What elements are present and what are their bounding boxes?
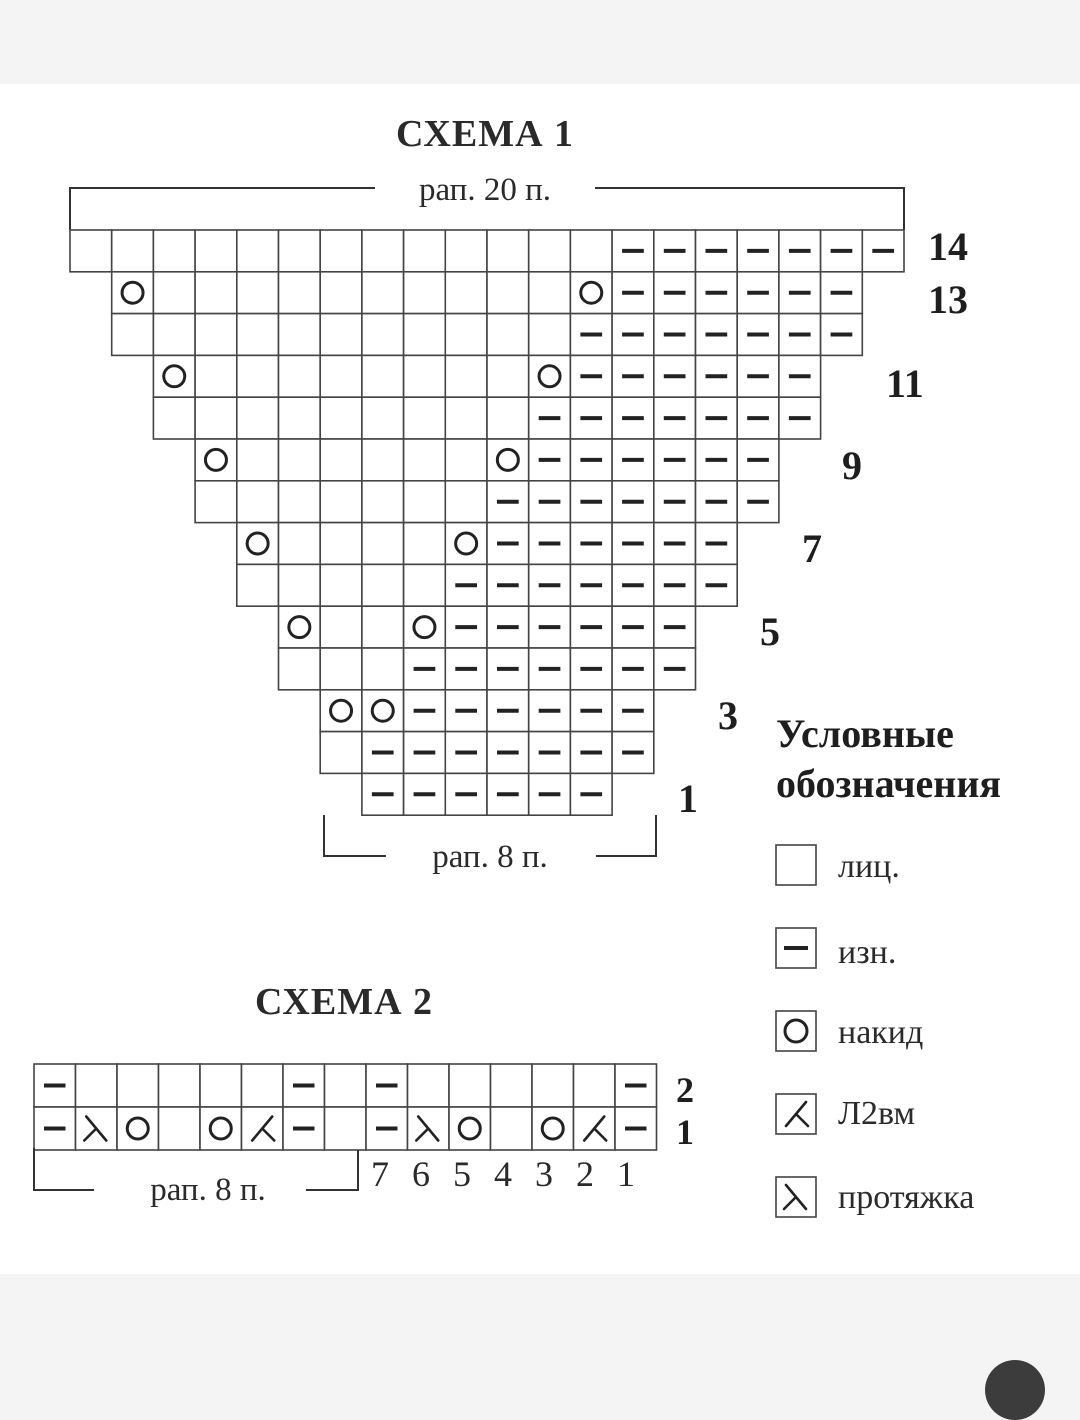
chart-cell — [445, 314, 487, 356]
chart-cell-purl — [529, 523, 571, 565]
chart-cell-purl — [529, 690, 571, 732]
chart-cell-purl — [570, 523, 612, 565]
chart-cell-purl — [404, 690, 446, 732]
chart-cell — [362, 648, 404, 690]
chart-cell-purl — [404, 648, 446, 690]
chart-cell-yarn-over — [153, 355, 195, 397]
scheme2-repeat-label: рап. 8 п. — [150, 1172, 266, 1208]
chart-cell-purl — [570, 314, 612, 356]
chart-cell — [362, 523, 404, 565]
chart-cell-purl — [529, 439, 571, 481]
chart-cell-purl — [570, 564, 612, 606]
scheme2-row-number: 1 — [676, 1112, 694, 1152]
chart-cell-purl — [445, 606, 487, 648]
chart-cell — [404, 272, 446, 314]
chart-cell-purl — [612, 564, 654, 606]
chart-cell-purl — [654, 523, 696, 565]
dash-icon — [776, 928, 816, 968]
chart-cell — [320, 481, 362, 523]
chart-cell — [153, 272, 195, 314]
chart-cell-purl — [737, 230, 779, 272]
scheme2-column-number: 5 — [453, 1154, 471, 1194]
chart-cell — [362, 564, 404, 606]
chart-cell-purl — [737, 397, 779, 439]
chart-cell-purl — [654, 564, 696, 606]
chart-cell-purl — [612, 523, 654, 565]
chart-cell — [76, 1064, 118, 1107]
chart-cell-purl — [696, 355, 738, 397]
scheme1-top-repeat-label: рап. 20 п. — [418, 172, 552, 208]
chart-cell — [404, 523, 446, 565]
chart-cell — [195, 230, 237, 272]
chart-cell-yarn-over — [320, 690, 362, 732]
chart-cell-purl — [696, 439, 738, 481]
chart-cell — [487, 272, 529, 314]
chart-cell-purl — [696, 397, 738, 439]
chart-cell — [362, 314, 404, 356]
chart-cell-pass-over — [76, 1107, 118, 1150]
chart-cell — [195, 272, 237, 314]
chart-cell-purl — [612, 732, 654, 774]
chart-cell-purl — [654, 272, 696, 314]
chart-cell — [529, 272, 571, 314]
chart-cell — [574, 1064, 616, 1107]
chart-cell-yarn-over — [112, 272, 154, 314]
chart-cell — [237, 439, 279, 481]
chart-cell-yarn-over — [532, 1107, 574, 1150]
chart-cell-purl — [654, 397, 696, 439]
chart-cell — [362, 272, 404, 314]
legend-label: лиц. — [838, 848, 900, 885]
chart-cell-purl — [570, 732, 612, 774]
chart-cell — [279, 481, 321, 523]
scheme2-column-number: 6 — [412, 1154, 430, 1194]
chart-cell-yarn-over — [200, 1107, 242, 1150]
chart-cell-yarn-over — [117, 1107, 159, 1150]
chart-cell — [279, 523, 321, 565]
chart-cell — [153, 397, 195, 439]
chart-cell — [362, 230, 404, 272]
chart-cell — [491, 1107, 533, 1150]
chart-cell-purl — [529, 773, 571, 815]
chart-cell — [159, 1064, 201, 1107]
chart-cell-purl — [821, 314, 863, 356]
chart-cell-purl — [821, 272, 863, 314]
legend-label: Л2вм — [838, 1095, 916, 1132]
legend-item-purl — [776, 928, 896, 971]
chart-cell-purl — [487, 481, 529, 523]
chart-cell-purl — [612, 314, 654, 356]
chart-cell-purl — [612, 648, 654, 690]
chart-cell — [529, 230, 571, 272]
chart-cell-purl — [779, 230, 821, 272]
chart-cell-purl — [570, 355, 612, 397]
chart-cell-purl — [737, 272, 779, 314]
legend-item-knit — [776, 845, 900, 885]
legend-label: изн. — [838, 934, 897, 971]
chart-cell-purl — [445, 773, 487, 815]
chart-cell-purl — [612, 230, 654, 272]
chart-cell-purl — [612, 272, 654, 314]
chart-cell-purl — [737, 314, 779, 356]
chart-cell-purl — [487, 773, 529, 815]
chart-cell — [320, 648, 362, 690]
chart-cell-purl — [570, 690, 612, 732]
chart-cell — [362, 606, 404, 648]
scheme1-row-number: 7 — [802, 526, 822, 571]
chart-cell-purl — [612, 690, 654, 732]
scheme1-row-number: 5 — [760, 609, 780, 654]
chart-cell-purl — [821, 230, 863, 272]
chart-cell — [320, 732, 362, 774]
chart-cell — [362, 355, 404, 397]
scheme2-column-number: 2 — [576, 1154, 594, 1194]
chart-cell — [279, 272, 321, 314]
chart-cell — [237, 230, 279, 272]
chart-cell-yarn-over — [279, 606, 321, 648]
chart-cell-purl — [612, 355, 654, 397]
chart-cell — [70, 230, 112, 272]
chart-cell — [320, 564, 362, 606]
chart-cell-purl — [779, 355, 821, 397]
chart-cell-purl — [362, 773, 404, 815]
chart-cell — [195, 397, 237, 439]
chart-cell-purl — [612, 481, 654, 523]
chart-cell — [445, 355, 487, 397]
scheme2-column-number: 1 — [617, 1154, 635, 1194]
scheme1-row-number: 9 — [842, 443, 862, 488]
left-decrease-icon — [776, 1094, 816, 1134]
chart-cell — [487, 355, 529, 397]
chart-cell-purl — [570, 397, 612, 439]
chart-cell — [279, 564, 321, 606]
chart-cell — [195, 314, 237, 356]
chart-cell-purl — [779, 314, 821, 356]
chart-cell-purl — [529, 606, 571, 648]
chart-cell-purl — [654, 355, 696, 397]
chart-cell — [404, 439, 446, 481]
legend-item-left-decrease — [776, 1094, 915, 1134]
chart-cell-left-decrease — [574, 1107, 616, 1150]
chart-cell — [325, 1107, 367, 1150]
chart-cell — [408, 1064, 450, 1107]
chart-cell-purl — [654, 314, 696, 356]
chart-cell — [404, 314, 446, 356]
chart-cell-purl — [487, 732, 529, 774]
chart-cell — [279, 397, 321, 439]
scheme1-title: СХЕМА 1 — [395, 113, 575, 155]
chart-cell — [320, 439, 362, 481]
chart-cell-purl — [654, 439, 696, 481]
scheme1-bottom-repeat-label: рап. 8 п. — [432, 839, 548, 875]
chart-cell — [112, 314, 154, 356]
chart-cell-purl — [366, 1064, 408, 1107]
chart-cell-purl — [529, 564, 571, 606]
chart-cell — [159, 1107, 201, 1150]
chart-cell — [362, 397, 404, 439]
chart-cell-purl — [570, 606, 612, 648]
chart-cell — [153, 314, 195, 356]
chart-cell — [404, 481, 446, 523]
chart-cell-purl — [366, 1107, 408, 1150]
chart-cell — [237, 355, 279, 397]
chart-cell-purl — [615, 1107, 657, 1150]
chart-cell-left-decrease — [242, 1107, 284, 1150]
chart-cell — [237, 564, 279, 606]
chart-cell — [445, 439, 487, 481]
chart-cell — [320, 314, 362, 356]
chart-cell — [320, 397, 362, 439]
chart-cell-purl — [404, 732, 446, 774]
chart-cell — [112, 230, 154, 272]
chart-cell — [237, 481, 279, 523]
chart-cell-yarn-over — [237, 523, 279, 565]
chart-cell — [404, 355, 446, 397]
chart-cell-purl — [487, 690, 529, 732]
scheme2-row-number: 2 — [676, 1070, 694, 1110]
chart-cell-purl — [654, 606, 696, 648]
chart-cell — [195, 481, 237, 523]
chart-cell-purl — [283, 1107, 325, 1150]
scheme2-column-number: 3 — [535, 1154, 553, 1194]
circle-icon — [776, 1011, 816, 1051]
chart-cell-purl — [615, 1064, 657, 1107]
chart-cell — [449, 1064, 491, 1107]
scheme1-row-number: 11 — [886, 361, 924, 406]
chart-cell-purl — [362, 732, 404, 774]
chart-cell — [570, 230, 612, 272]
chart-cell-purl — [696, 481, 738, 523]
chart-cell — [320, 272, 362, 314]
chart-cell — [320, 230, 362, 272]
scheme1-row-number: 3 — [718, 693, 738, 738]
chart-cell-purl — [779, 272, 821, 314]
legend-heading-line2: обозначения — [776, 761, 1002, 806]
chart-cell-purl — [487, 523, 529, 565]
scheme1-row-number: 1 — [678, 776, 698, 821]
chart-cell-pass-over — [408, 1107, 450, 1150]
legend-heading-line1: Условные — [776, 711, 954, 756]
chart-cell-purl — [654, 648, 696, 690]
chart-cell-purl — [612, 439, 654, 481]
chart-cell-yarn-over — [487, 439, 529, 481]
scheme2-column-number: 4 — [494, 1154, 512, 1194]
chart-cell-yarn-over — [570, 272, 612, 314]
chart-cell-purl — [612, 606, 654, 648]
chart-cell — [487, 397, 529, 439]
chart-cell — [279, 648, 321, 690]
chart-cell — [445, 397, 487, 439]
chart-cell-purl — [487, 606, 529, 648]
legend-label: протяжка — [838, 1179, 975, 1216]
chart-cell-purl — [654, 230, 696, 272]
chart-cell — [279, 314, 321, 356]
chart-cell — [279, 230, 321, 272]
scheme2-grid — [34, 1064, 657, 1150]
scheme1-row-number: 14 — [928, 224, 968, 269]
chart-cell-purl — [487, 648, 529, 690]
chart-cell-purl — [737, 481, 779, 523]
chart-cell — [529, 314, 571, 356]
chart-cell-purl — [529, 397, 571, 439]
chart-cell-purl — [570, 773, 612, 815]
chart-cell — [491, 1064, 533, 1107]
chart-cell — [532, 1064, 574, 1107]
chart-cell-purl — [34, 1107, 76, 1150]
chart-cell-purl — [570, 439, 612, 481]
chart-cell — [404, 230, 446, 272]
scheme1-row-number: 13 — [928, 277, 968, 322]
chart-cell — [320, 523, 362, 565]
chart-cell-yarn-over — [445, 523, 487, 565]
chart-cell — [404, 397, 446, 439]
legend-label: накид — [838, 1014, 924, 1051]
chart-cell-purl — [445, 732, 487, 774]
chart-cell-purl — [529, 481, 571, 523]
chart-cell — [445, 272, 487, 314]
chart-cell-purl — [654, 481, 696, 523]
chart-cell-yarn-over — [529, 355, 571, 397]
chart-cell-purl — [283, 1064, 325, 1107]
chart-cell — [279, 439, 321, 481]
chart-cell-purl — [445, 648, 487, 690]
chart-cell — [445, 481, 487, 523]
chart-cell — [195, 355, 237, 397]
chart-cell-purl — [529, 732, 571, 774]
chart-cell-purl — [862, 230, 904, 272]
chart-cell — [200, 1064, 242, 1107]
chart-cell-purl — [696, 523, 738, 565]
chart-cell — [153, 230, 195, 272]
chart-cell-purl — [612, 397, 654, 439]
chart-cell — [117, 1064, 159, 1107]
chart-cell-purl — [696, 230, 738, 272]
chart-cell-yarn-over — [404, 606, 446, 648]
chart-cell — [279, 355, 321, 397]
scheme2-column-number: 7 — [371, 1154, 389, 1194]
chart-cell-yarn-over — [362, 690, 404, 732]
chart-cell — [487, 314, 529, 356]
chart-cell — [237, 314, 279, 356]
chart-cell — [320, 355, 362, 397]
chart-cell-purl — [696, 564, 738, 606]
chart-cell — [237, 272, 279, 314]
chart-cell — [404, 564, 446, 606]
chart-cell — [362, 481, 404, 523]
chart-cell — [320, 606, 362, 648]
chart-cell-purl — [570, 648, 612, 690]
pass-over-icon — [776, 1177, 816, 1217]
empty-cell-icon — [776, 845, 816, 885]
legend-item-pass-over — [776, 1177, 974, 1217]
chart-cell — [325, 1064, 367, 1107]
chart-cell-purl — [570, 481, 612, 523]
chart-cell-purl — [779, 397, 821, 439]
chart-cell — [242, 1064, 284, 1107]
chart-cell-purl — [696, 272, 738, 314]
chart-cell-purl — [696, 314, 738, 356]
chart-cell-purl — [737, 355, 779, 397]
chart-cell — [487, 230, 529, 272]
chart-cell-yarn-over — [449, 1107, 491, 1150]
chart-cell-yarn-over — [195, 439, 237, 481]
scheme2-title: СХЕМА 2 — [254, 981, 434, 1023]
chart-cell-purl — [445, 564, 487, 606]
chart-cell-purl — [529, 648, 571, 690]
legend-item-yarn-over — [776, 1011, 923, 1051]
chart-cell-purl — [737, 439, 779, 481]
chart-cell-purl — [487, 564, 529, 606]
chart-cell-purl — [404, 773, 446, 815]
chart-cell-purl — [445, 690, 487, 732]
chart-cell — [237, 397, 279, 439]
chart-cell — [362, 439, 404, 481]
chart-cell-purl — [34, 1064, 76, 1107]
chart-cell — [445, 230, 487, 272]
